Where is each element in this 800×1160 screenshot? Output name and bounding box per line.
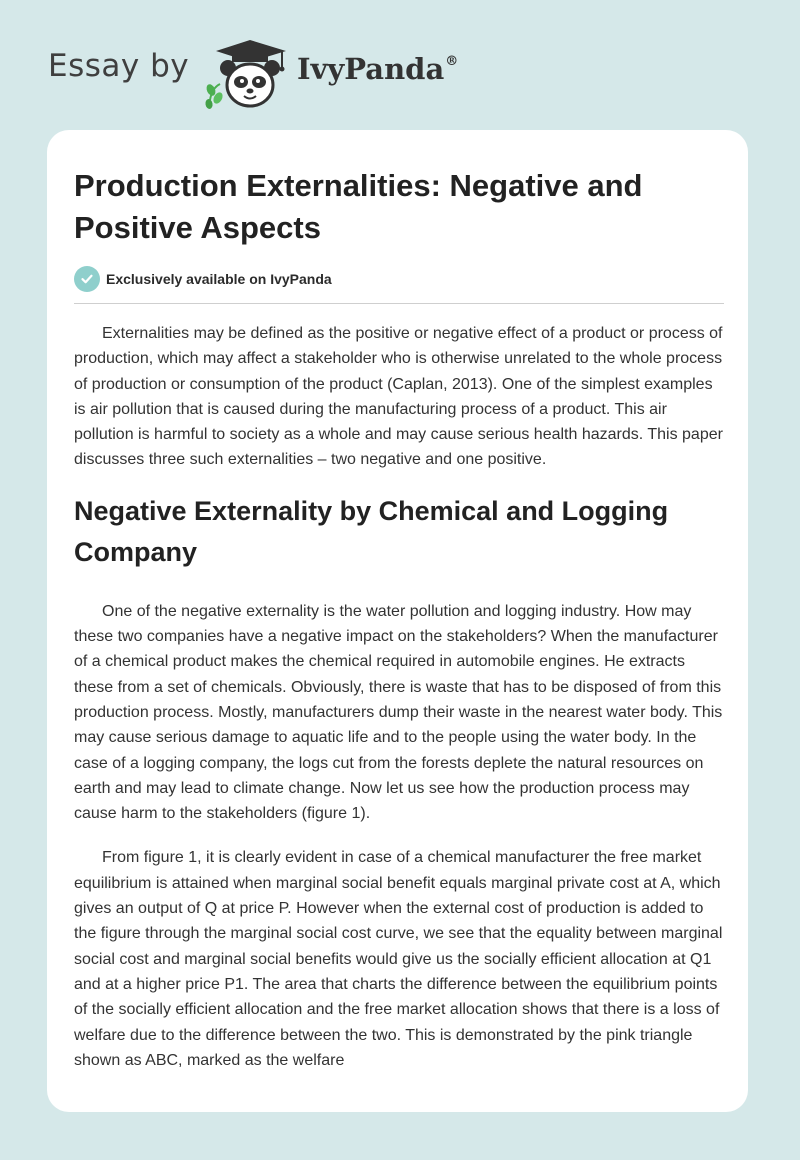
- paragraph-figure-analysis: From figure 1, it is clearly evident in case of a chemical manufacturer the free market equilibrium is attained when marginal social benefit equals marginal private cost at A, which gives an output of Q at price P. However when the external cost of production is added to the figure through the marginal social cost curve, we see that the equality between marginal social cost and marginal social benefits would give us the socially efficient allocation at Q1 and at a higher price P1. The area that charts the difference between the equilibrium points of the socially efficient allocation and the free market allocation shows that there is a loss of welfare due to the difference between the two. This is demonstrated by the pink triangle shown as ABC, marked as the welfare: [74, 849, 723, 1069]
- brand-name[interactable]: [297, 52, 458, 86]
- registered-mark: ®: [445, 54, 459, 69]
- check-circle-icon: [74, 266, 100, 292]
- paragraph-intro: Externalities may be defined as the positive or negative effect of a product or process of production, which may affect a stakeholder who is otherwise unrelated to the whole process of production or consumption of the product (Caplan, 2013). One of the simplest examples is air pollution that is caused during the manufacturing process of a product. This air pollution is harmful to society as a whole and may cause serious health hazards. This paper discusses three such externalities – two negative and one positive.: [74, 325, 723, 469]
- paragraph-negative-externality: One of the negative externality is the water pollution and logging industry. How may these two companies have a negative impact on the stakeholders? When the manufacturer of a chemical product makes the chemical required in automobile engines. He extracts these from a set of chemicals. Obviously, there is waste that has to be disposed of from this production process. Mostly, manufacturers dump their waste in the nearest water body. This may cause serious damage to aquatic life and to the people using the water body. In the case of a logging company, the logs cut from the forests deplete the natural resources on earth and may lead to climate change. Now let us see how the production process may cause harm to the stakeholders (figure 1).: [74, 602, 723, 823]
- essay-content: [74, 130, 724, 1073]
- exclusive-badge-label: Exclusively available on IvyPanda: [106, 271, 332, 287]
- exclusive-badge: [74, 265, 724, 293]
- essay-card: [47, 130, 748, 1112]
- section-heading: Negative Externality by Chemical and Logging Company: [74, 495, 669, 567]
- brand-name-text: IvyPanda: [297, 52, 445, 86]
- divider: [74, 303, 724, 304]
- page-title: Production Externalities: Negative and Positive Aspects: [74, 168, 643, 245]
- site-header: [0, 0, 800, 130]
- essay-by-label: Essay by: [48, 48, 190, 84]
- panda-logo-icon[interactable]: [202, 38, 294, 110]
